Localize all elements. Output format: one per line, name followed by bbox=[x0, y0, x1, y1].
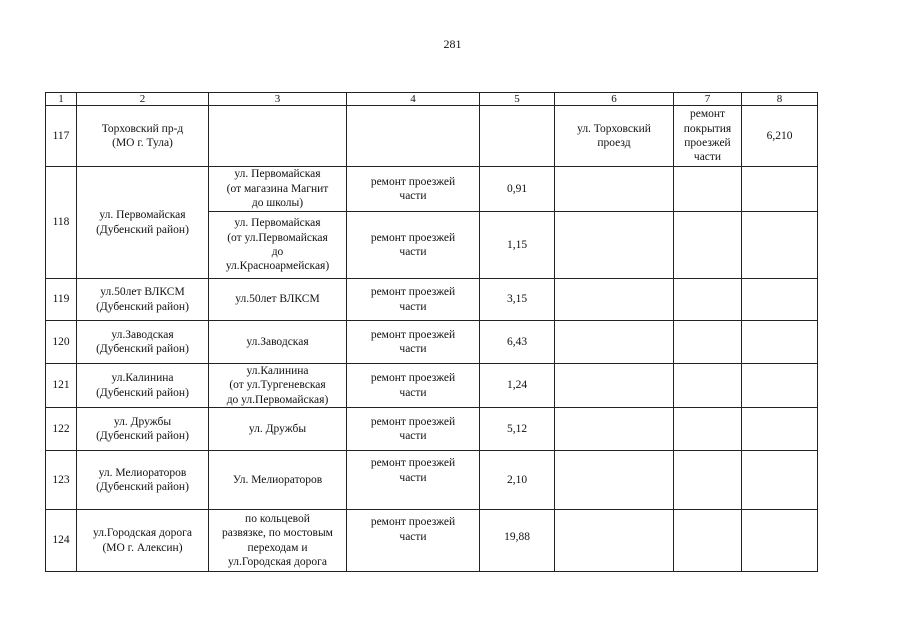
col7-value bbox=[674, 279, 742, 321]
row-number: 122 bbox=[46, 408, 77, 451]
table-row bbox=[46, 408, 818, 451]
col8-value bbox=[742, 364, 818, 408]
road-section: ул. Первомайская (от ул.Первомайская до ул.Красноармейская) bbox=[209, 212, 347, 279]
col8-value bbox=[742, 451, 818, 510]
road-repair-table bbox=[45, 92, 818, 572]
work-type: ремонт проезжей части bbox=[347, 510, 480, 572]
header-col-5: 5 bbox=[480, 93, 555, 106]
row-number: 118 bbox=[46, 167, 77, 279]
table-row bbox=[46, 279, 818, 321]
road-name: ул.50лет ВЛКСМ (Дубенский район) bbox=[77, 279, 209, 321]
work-type: ремонт проезжей части bbox=[347, 451, 480, 510]
row-number: 117 bbox=[46, 106, 77, 167]
road-name: Торховский пр-д (МО г. Тула) bbox=[77, 106, 209, 167]
road-section bbox=[209, 106, 347, 167]
length-value: 3,15 bbox=[480, 279, 555, 321]
road-section: Ул. Мелиораторов bbox=[209, 451, 347, 510]
row-number: 120 bbox=[46, 321, 77, 364]
col6-value bbox=[555, 510, 674, 572]
table-row bbox=[46, 321, 818, 364]
header-col-4: 4 bbox=[347, 93, 480, 106]
col6-value bbox=[555, 279, 674, 321]
header-col-1: 1 bbox=[46, 93, 77, 106]
length-value: 0,91 bbox=[480, 167, 555, 212]
road-name: ул.Калинина (Дубенский район) bbox=[77, 364, 209, 408]
col7-value bbox=[674, 451, 742, 510]
header-col-6: 6 bbox=[555, 93, 674, 106]
road-name: ул. Мелиораторов (Дубенский район) bbox=[77, 451, 209, 510]
col8-value: 6,210 bbox=[742, 106, 818, 167]
row-number: 119 bbox=[46, 279, 77, 321]
road-name: ул. Первомайская (Дубенский район) bbox=[77, 167, 209, 279]
work-type: ремонт проезжей части bbox=[347, 212, 480, 279]
col8-value bbox=[742, 321, 818, 364]
table-header bbox=[46, 93, 818, 106]
row-number: 121 bbox=[46, 364, 77, 408]
col7-value bbox=[674, 408, 742, 451]
work-type bbox=[347, 106, 480, 167]
table-row bbox=[46, 510, 818, 572]
header-col-7: 7 bbox=[674, 93, 742, 106]
road-section: ул. Первомайская (от магазина Магнит до школы) bbox=[209, 167, 347, 212]
length-value: 19,88 bbox=[480, 510, 555, 572]
header-col-2: 2 bbox=[77, 93, 209, 106]
col7-value bbox=[674, 364, 742, 408]
col7-value bbox=[674, 212, 742, 279]
col8-value bbox=[742, 279, 818, 321]
work-type: ремонт проезжей части bbox=[347, 167, 480, 212]
col7-value bbox=[674, 510, 742, 572]
col8-value bbox=[742, 167, 818, 212]
length-value: 1,24 bbox=[480, 364, 555, 408]
col6-value bbox=[555, 451, 674, 510]
work-type: ремонт проезжей части bbox=[347, 321, 480, 364]
page-number: 281 bbox=[443, 37, 462, 51]
col7-value bbox=[674, 321, 742, 364]
row-number: 124 bbox=[46, 510, 77, 572]
col6-value bbox=[555, 321, 674, 364]
road-section: ул.Заводская bbox=[209, 321, 347, 364]
road-name: ул.Городская дорога (МО г. Алексин) bbox=[77, 510, 209, 572]
work-type: ремонт проезжей части bbox=[347, 364, 480, 408]
col7-value: ремонт покрытия проезжей части bbox=[674, 106, 742, 167]
road-name: ул.Заводская (Дубенский район) bbox=[77, 321, 209, 364]
table-row bbox=[46, 364, 818, 408]
col8-value bbox=[742, 510, 818, 572]
length-value bbox=[480, 106, 555, 167]
col6-value bbox=[555, 364, 674, 408]
col6-value bbox=[555, 408, 674, 451]
table-row bbox=[46, 451, 818, 510]
road-section: ул.Калинина (от ул.Тургеневская до ул.Первомайская) bbox=[209, 364, 347, 408]
length-value: 6,43 bbox=[480, 321, 555, 364]
col6-value bbox=[555, 212, 674, 279]
length-value: 5,12 bbox=[480, 408, 555, 451]
table-row bbox=[46, 106, 818, 167]
col8-value bbox=[742, 212, 818, 279]
col6-value bbox=[555, 167, 674, 212]
length-value: 2,10 bbox=[480, 451, 555, 510]
work-type: ремонт проезжей части bbox=[347, 279, 480, 321]
header-col-3: 3 bbox=[209, 93, 347, 106]
col7-value bbox=[674, 167, 742, 212]
road-section: по кольцевой развязке, по мостовым переходам и ул.Городская дорога bbox=[209, 510, 347, 572]
table-row bbox=[46, 167, 818, 212]
work-type: ремонт проезжей части bbox=[347, 408, 480, 451]
col6-value: ул. Торховский проезд bbox=[555, 106, 674, 167]
road-name: ул. Дружбы (Дубенский район) bbox=[77, 408, 209, 451]
length-value: 1,15 bbox=[480, 212, 555, 279]
header-col-8: 8 bbox=[742, 93, 818, 106]
road-section: ул.50лет ВЛКСМ bbox=[209, 279, 347, 321]
row-number: 123 bbox=[46, 451, 77, 510]
col8-value bbox=[742, 408, 818, 451]
road-section: ул. Дружбы bbox=[209, 408, 347, 451]
